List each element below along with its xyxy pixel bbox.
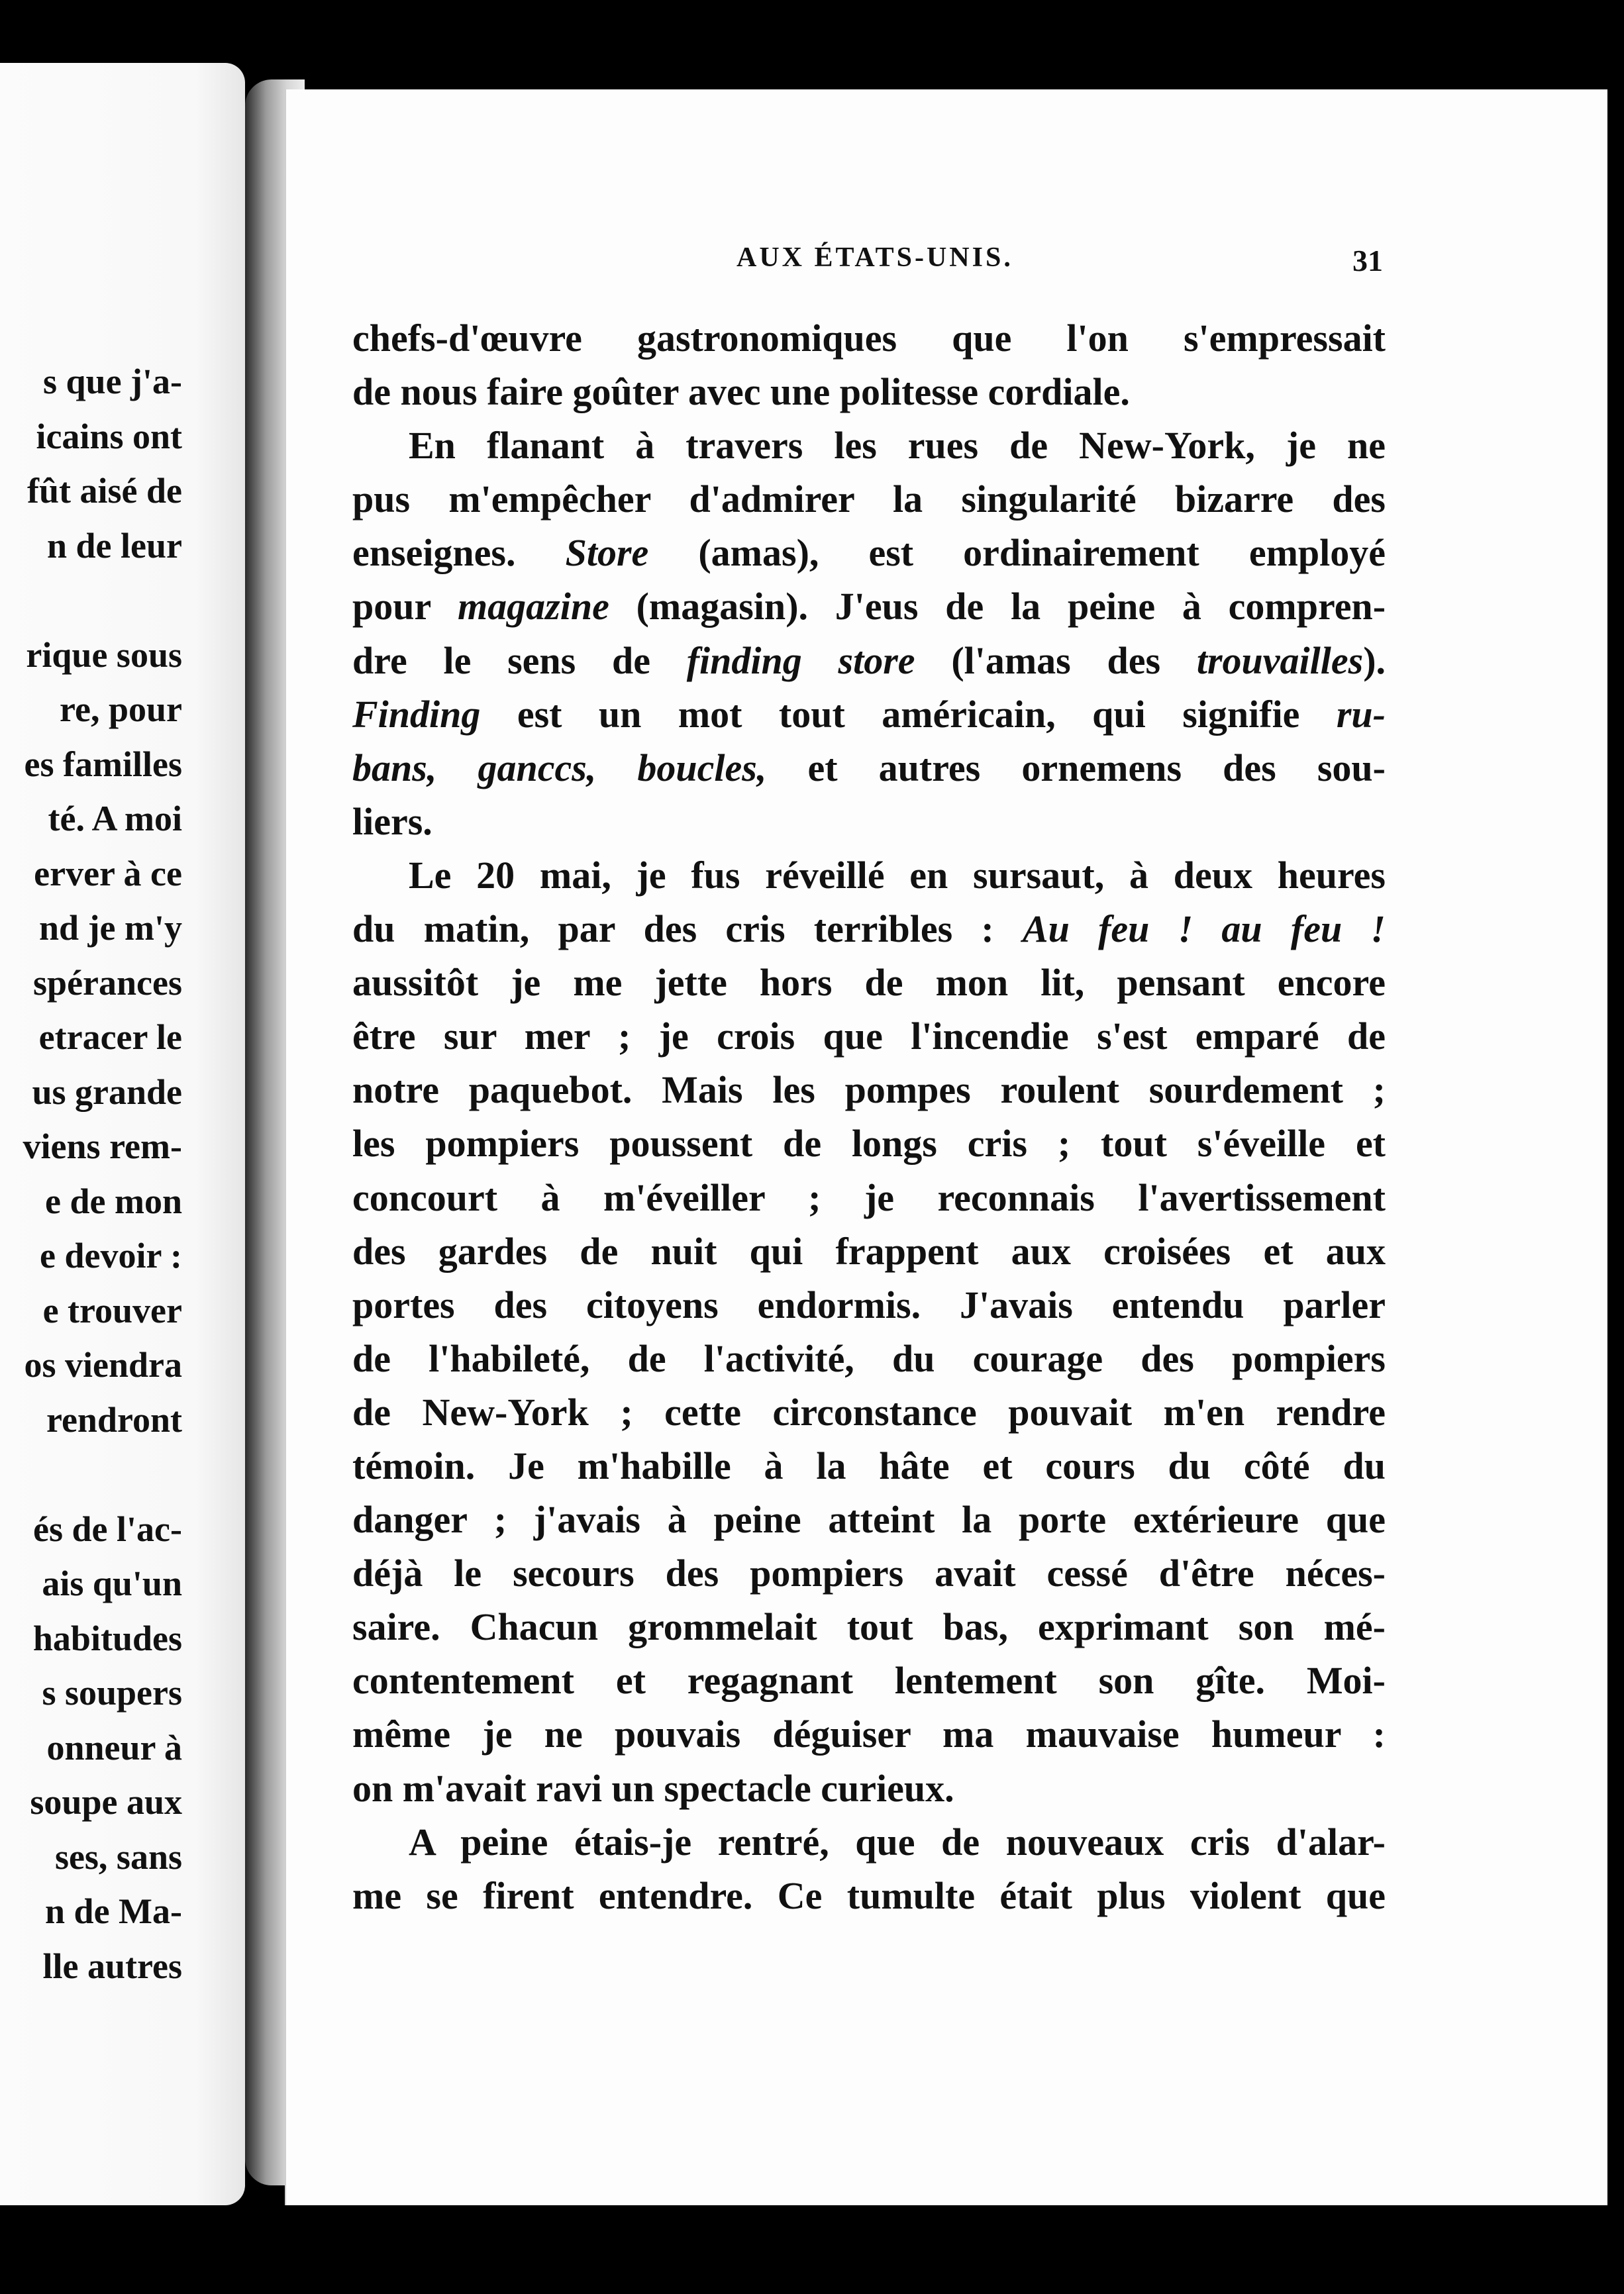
left-page-line: re, pour [60,689,182,729]
text-segment: concourt à m'éveiller ; je reconnais l'avertissement [352,1175,1386,1219]
text-segment: danger ; j'avais à peine atteint la porte extérieure que [352,1498,1386,1542]
text-line [352,795,1386,848]
left-page-line: s que j'a- [42,362,182,401]
text-segment: chefs-d'œuvre gastronomiques que l'on s'empressait [352,317,1386,360]
text-segment: pour [352,585,458,628]
left-page-line: etracer le [38,1017,182,1057]
text-segment: même je ne pouvais déguiser ma mauvaise humeur : [352,1713,1386,1756]
text-segment: aussitôt je me jette hors de mon lit, pensant encore [352,961,1386,1005]
left-page [0,63,245,2205]
text-segment: liers. [352,799,432,843]
left-page-line: s soupers [42,1673,182,1713]
italic-text: Store [565,531,649,575]
text-segment: pus m'empêcher d'admirer la singularité bizarre des [352,477,1386,521]
text-line [352,956,1386,1009]
italic-text: trouvailles [1196,638,1364,682]
text-line [352,311,1386,365]
left-page-line: n de leur [46,525,182,566]
text-line [352,579,1386,633]
body-text [352,311,1386,1922]
text-line [352,1493,1386,1546]
left-page-line: és de l'ac- [33,1509,182,1549]
right-page [285,89,1607,2205]
text-line [352,1439,1386,1493]
text-line [352,1278,1386,1332]
text-line [352,1117,1386,1170]
text-segment: contentement et regagnant lentement son gîte. Moi- [352,1659,1386,1703]
text-line [352,1063,1386,1117]
italic-text: Au feu ! au feu ! [1022,907,1386,951]
text-line [352,848,1386,902]
text-line [352,1762,1386,1815]
text-segment: (magasin). J'eus de la peine à compren- [609,585,1386,628]
left-page-line: viens rem- [23,1126,182,1166]
left-page-line: os viendra [24,1345,182,1385]
text-segment: de l'habileté, de l'activité, du courage des pompiers [352,1336,1386,1380]
left-page-line: té. A moi [48,799,182,838]
left-page-line: us grande [32,1072,182,1112]
text-line [352,1654,1386,1707]
text-segment: dre le sens de [352,638,687,682]
text-segment: A peine étais-je rentré, que de nouveaux cris d'alar- [409,1820,1386,1864]
left-page-line: habitudes [32,1618,182,1658]
text-segment: enseignes. [352,531,566,575]
text-line [352,741,1386,795]
italic-text: magazine [458,585,609,628]
text-segment: me se firent entendre. Ce tumulte était plus violent que [352,1873,1386,1917]
left-page-line: e devoir : [40,1236,182,1275]
text-segment: Le 20 mai, je fus réveillé en sursaut, à deux heures [409,853,1386,897]
left-page-line: fût aisé de [27,471,182,511]
left-page-line: soupe aux [30,1782,182,1822]
text-segment: être sur mer ; je crois que l'incendie s'est emparé de [352,1015,1386,1058]
text-line [352,526,1386,579]
text-segment: des gardes de nuit qui frappent aux croisées et aux [352,1229,1386,1273]
text-segment: saire. Chacun grommelait tout bas, exprimant son mé- [352,1605,1386,1649]
text-segment: ). [1363,638,1386,682]
left-page-line [0,1447,182,1502]
text-line [352,1009,1386,1063]
text-line [352,1815,1386,1869]
text-line [352,687,1386,741]
left-page-line: nd je m'y [39,908,182,948]
text-line [352,1546,1386,1600]
text-line [352,1332,1386,1385]
text-segment: En flanant à travers les rues de New-York, je ne [409,424,1386,468]
left-page-text [0,354,182,1993]
text-line [352,1600,1386,1654]
text-segment: témoin. Je m'habille à la hâte et cours du côté du [352,1444,1386,1487]
text-line [352,1224,1386,1278]
text-segment: notre paquebot. Mais les pompes roulent sourdement ; [352,1068,1386,1112]
italic-text: Finding [352,692,481,736]
left-page-line: spérances [33,962,182,1003]
text-line [352,472,1386,526]
text-segment: du matin, par des cris terribles : [352,907,1023,951]
text-line [352,1385,1386,1439]
text-segment: et autres ornemens des sou- [766,746,1386,789]
left-page-line: rique sous [26,634,182,675]
text-segment: (amas), est ordinairement employé [648,531,1386,575]
left-page-line: ses, sans [54,1836,182,1877]
text-line [352,1171,1386,1224]
left-page-line: onneur à [46,1727,182,1768]
left-page-line: e trouver [42,1290,182,1330]
italic-text: ru- [1336,692,1386,736]
italic-text: bans, ganccs, boucles, [352,746,767,789]
left-page-line: lle autres [42,1946,182,1986]
page-number: 31 [1352,244,1383,277]
text-line [352,365,1386,419]
text-segment: les pompiers poussent de longs cris ; tout s'éveille et [352,1122,1386,1166]
text-line [352,634,1386,687]
text-segment: est un mot tout américain, qui signifie [480,692,1337,736]
text-segment: déjà le secours des pompiers avait cessé d'être néces- [352,1552,1386,1595]
text-line [352,419,1386,472]
left-page-line: erver à ce [34,853,182,893]
text-segment: de New-York ; cette circonstance pouvait m'en rendre [352,1390,1386,1434]
italic-text: finding store [686,638,915,682]
text-segment: on m'avait ravi un spectacle curieux. [352,1766,954,1810]
left-page-line: e de mon [45,1181,182,1221]
running-head: AUX ÉTATS-UNIS. [736,242,1013,273]
text-segment: (l'amas des [915,638,1197,682]
left-page-line [0,573,182,628]
text-segment: de nous faire goûter avec une politesse cordiale. [352,370,1130,414]
left-page-line: es familles [24,744,182,784]
text-segment: portes des citoyens endormis. J'avais entendu parler [352,1283,1386,1326]
text-line [352,902,1386,956]
left-page-line: n de Ma- [45,1891,182,1931]
left-page-line: icains ont [36,416,182,456]
text-line [352,1707,1386,1761]
text-line [352,1869,1386,1922]
left-page-line: rendront [46,1399,182,1440]
left-page-line: ais qu'un [42,1564,182,1603]
